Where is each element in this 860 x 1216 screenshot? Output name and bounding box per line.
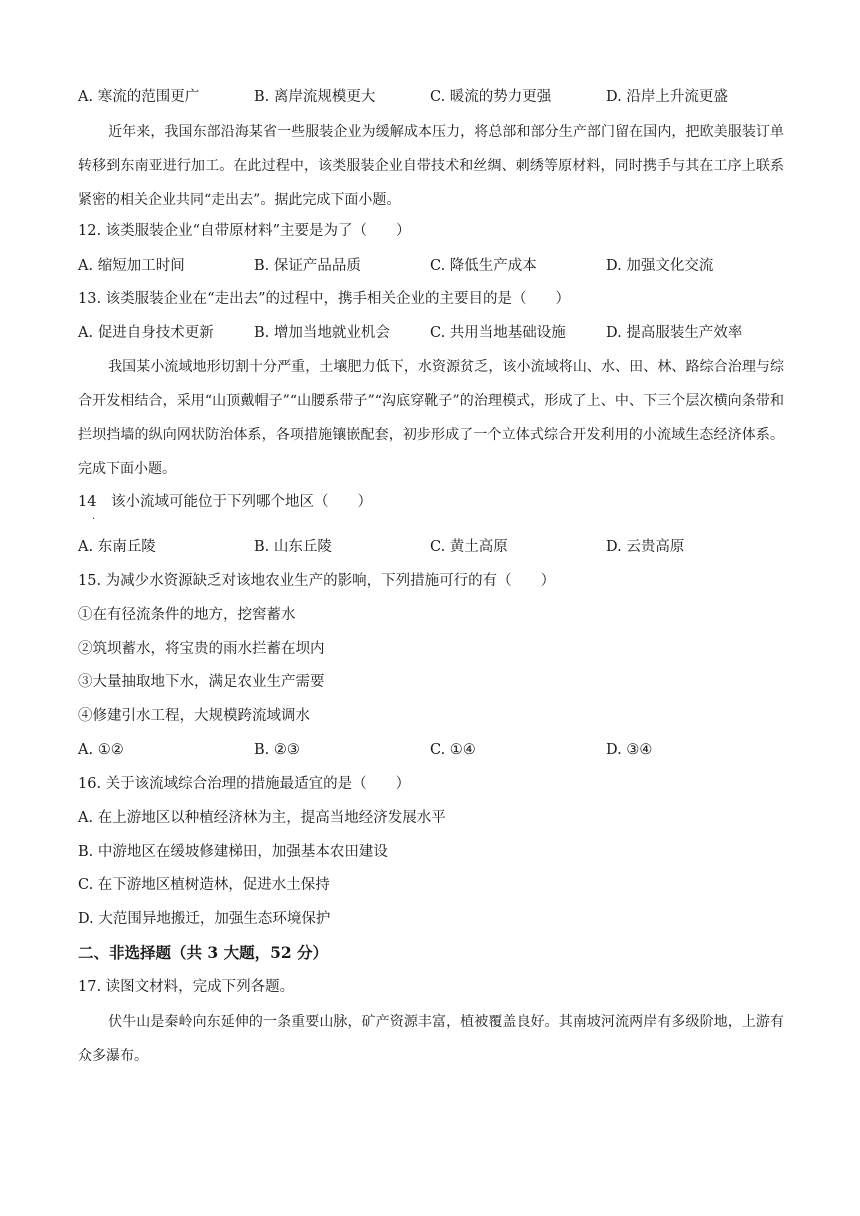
q11-option-b[interactable]: B. 离岸流规模更大 [254, 89, 376, 105]
q15-item-3: ③大量抽取地下水，满足农业生产需要 [78, 674, 325, 690]
q15-stem: 15. 为减少水资源缺乏对该地农业生产的影响，下列措施可行的有（ ） [78, 573, 556, 589]
q14-stem: 14 该小流域可能位于下列哪个地区（ ） [78, 494, 372, 510]
q12-options [78, 256, 784, 276]
q13-stem: 13. 该类服装企业在“走出去”的过程中，携手相关企业的主要目的是（ ） [78, 291, 570, 307]
section-2-heading: 二、非选择题（共 3 大题，52 分） [78, 943, 329, 962]
q12-option-a[interactable]: A. 缩短加工时间 [78, 258, 185, 274]
q15-item-4: ④修建引水工程，大规模跨流域调水 [78, 708, 310, 724]
q14-option-a[interactable]: A. 东南丘陵 [78, 539, 156, 555]
q17-material-text: 伏牛山是秦岭向东延伸的一条重要山脉，矿产资源丰富，植被覆盖良好。其南坡河流两岸有多级阶地，上游有众多瀑布。 [78, 1014, 784, 1064]
q12-stem: 12. 该类服装企业“自带原材料”主要是为了（ ） [78, 223, 411, 239]
q14-option-b[interactable]: B. 山东丘陵 [254, 539, 332, 555]
q17-stem: 17. 读图文材料，完成下列各题。 [78, 979, 295, 995]
q17-material [78, 1005, 784, 1073]
q16-option-d[interactable]: D. 大范围异地搬迁，加强生态环境保护 [78, 911, 331, 927]
q11-option-c[interactable]: C. 暖流的势力更强 [430, 89, 552, 105]
q13-option-a[interactable]: A. 促进自身技术更新 [78, 325, 214, 341]
q16-option-c[interactable]: C. 在下游地区植树造林，促进水土保持 [78, 877, 330, 893]
material-2-text: 我国某小流域地形切割十分严重，土壤肥力低下，水资源贫乏，该小流域将山、水、田、林、路综合治理与综合开发相结合，采用“山顶戴帽子”“山腰系带子”“沟底穿靴子”的治理模式，形成了上、中、下三个层次横向条带和拦坝挡墙的纵向网状防治体系，各项措施镶嵌配套，初步形成了一个立体式综合开发利用的小流域生态经济体系。完成下面小题。 [78, 359, 784, 477]
q13-options [78, 323, 784, 343]
q12-option-d[interactable]: D. 加强文化交流 [606, 258, 714, 274]
q15-option-c[interactable]: C. ①④ [430, 742, 476, 758]
q14-dot: . [92, 511, 96, 522]
q12-option-c[interactable]: C. 降低生产成本 [430, 258, 537, 274]
q15-item-2: ②筑坝蓄水，将宝贵的雨水拦蓄在坝内 [78, 641, 325, 657]
material-garment-enterprises [78, 115, 784, 217]
q11-option-d[interactable]: D. 沿岸上升流更盛 [606, 89, 728, 105]
q15-options [78, 740, 784, 760]
q12-option-b[interactable]: B. 保证产品品质 [254, 258, 361, 274]
q15-item-1: ①在有径流条件的地方，挖窖蓄水 [78, 607, 296, 623]
q15-option-b[interactable]: B. ②③ [254, 742, 300, 758]
q16-option-a[interactable]: A. 在上游地区以种植经济林为主，提高当地经济发展水平 [78, 810, 446, 826]
q15-option-d[interactable]: D. ③④ [606, 742, 653, 758]
material-small-watershed [78, 350, 784, 486]
q14-option-d[interactable]: D. 云贵高原 [606, 539, 685, 555]
q16-stem: 16. 关于该流域综合治理的措施最适宜的是（ ） [78, 776, 411, 792]
q16-option-b[interactable]: B. 中游地区在缓坡修建梯田，加强基本农田建设 [78, 844, 388, 860]
q14-options [78, 537, 784, 557]
material-1-text: 近年来，我国东部沿海某省一些服装企业为缓解成本压力，将总部和部分生产部门留在国内，把欧美服装订单转移到东南亚进行加工。在此过程中，该类服装企业自带技术和丝绸、刺绣等原材料，同时携手与其在工序上联系紧密的相关企业共同“走出去”。据此完成下面小题。 [78, 124, 784, 208]
q11-option-a[interactable]: A. 寒流的范围更广 [78, 89, 200, 105]
q14-option-c[interactable]: C. 黄土高原 [430, 539, 508, 555]
q11-options [78, 87, 784, 107]
q15-option-a[interactable]: A. ①② [78, 742, 124, 758]
q13-option-b[interactable]: B. 增加当地就业机会 [254, 325, 390, 341]
q13-option-c[interactable]: C. 共用当地基础设施 [430, 325, 566, 341]
q13-option-d[interactable]: D. 提高服装生产效率 [606, 325, 743, 341]
